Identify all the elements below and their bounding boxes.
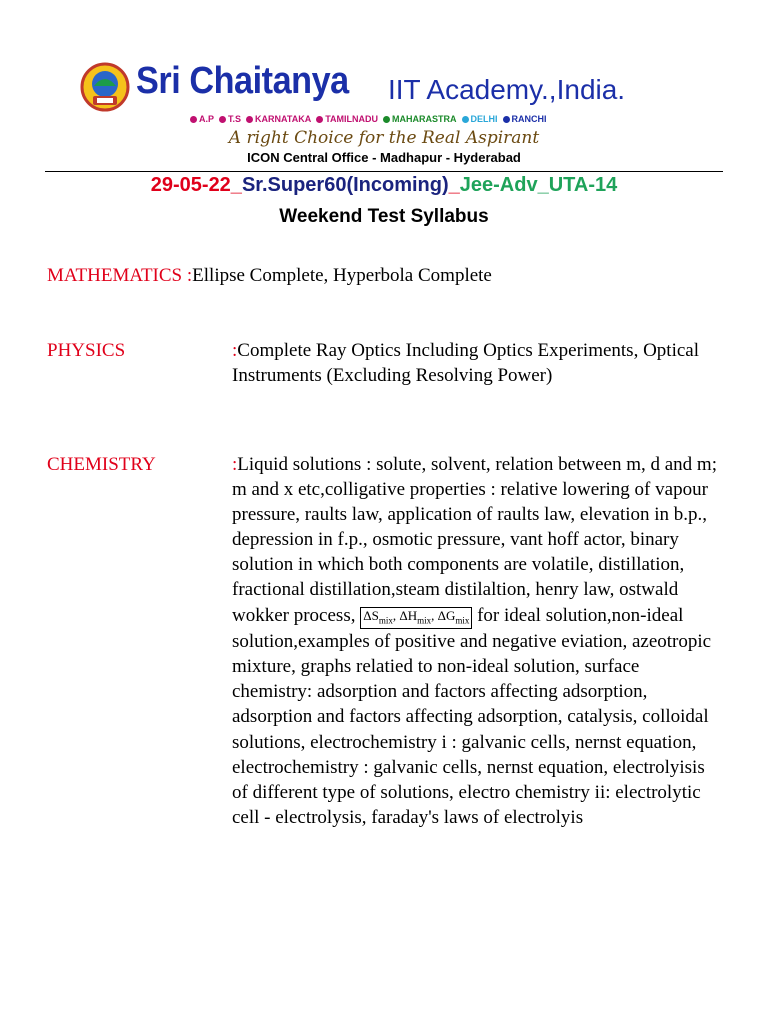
mathematics-topics: Ellipse Complete, Hyperbola Complete (192, 265, 492, 286)
formula-sub-g: mix (455, 615, 470, 626)
state-list (190, 114, 552, 124)
mixing-formula-box (360, 607, 472, 630)
formula-sep-1: , (392, 607, 400, 623)
chemistry-topics-block (232, 452, 724, 830)
bullet-icon (246, 116, 253, 123)
formula-sep-2: , (431, 607, 438, 623)
test-title (0, 174, 768, 197)
physics-colon: : (232, 340, 238, 361)
state-item (190, 114, 214, 124)
state-label: T.S (228, 114, 242, 124)
chemistry-topics-part2: for ideal solution,non-ideal solution,examples of positive and negative eviation, azeotropic mixture, graphs relatied to non-ideal solution, surface chemistry: adsorption and factors affecting adsorption, adsorption and factors affecting adsorption, catalysis, colloidal solutions, electrochemistry i : galvanic cells, nernst equation, electrochemistry : galvanic cells, nernst equation, electrolyisis of different type of solutions, electro chemistry ii: electrolytic cell - electrolysis, faraday's laws of electrolyis (232, 604, 712, 828)
test-date: 29-05-22_ (150, 174, 242, 196)
brand-suffix: IIT Academy.,India. (388, 74, 626, 105)
test-batch: Sr.Super60(Incoming) (241, 174, 449, 196)
state-label: A.P (199, 114, 215, 124)
physics-topics-block (232, 338, 732, 388)
state-label: KARNATAKA (255, 114, 312, 124)
office-address: ICON Central Office - Madhapur - Hyderabad (247, 150, 521, 165)
bullet-icon (383, 116, 390, 123)
brand-row (136, 60, 626, 105)
state-item (383, 114, 457, 124)
formula-delta-h: ΔH (399, 607, 418, 623)
state-item (219, 114, 241, 124)
test-separator: _ (448, 174, 460, 196)
state-item (462, 114, 498, 124)
institute-logo (80, 62, 130, 112)
chemistry-label: CHEMISTRY (47, 454, 156, 475)
state-label: TAMILNADU (325, 114, 379, 124)
formula-delta-s: ΔS (363, 607, 379, 623)
physics-topics: Complete Ray Optics Including Optics Experiments, Optical Instruments (Excluding Resolving Power) (232, 340, 699, 387)
bullet-icon (190, 116, 197, 123)
tagline: A right Choice for the Real Aspirant (228, 128, 540, 148)
state-item (503, 114, 547, 124)
brand-name: Sri Chaitanya (136, 60, 349, 102)
chemistry-colon: : (232, 454, 238, 475)
letterhead (0, 0, 768, 180)
state-label: RANCHI (511, 114, 547, 124)
header-divider (45, 171, 723, 172)
formula-sub-h: mix (417, 615, 432, 626)
bullet-icon (219, 116, 226, 123)
state-label: MAHARASTRA (392, 114, 457, 124)
state-label: DELHI (470, 114, 498, 124)
formula-sub-s: mix (378, 615, 393, 626)
test-exam: Jee-Adv_UTA-14 (459, 174, 618, 196)
test-subtitle: Weekend Test Syllabus (279, 206, 489, 227)
state-item (316, 114, 378, 124)
chemistry-topics-part1: Liquid solutions : solute, solvent, relation between m, d and m; m and x etc,colligative properties : relative lowering of vapour pressure, raults law, application of raults law, elevation in b.p., depression in f.p., osmotic pressure, vant hoff actor, binary solution in which both components are volatile, distillation, fractional distillation,steam distilaltion, henry law, ostwald wokker process, (232, 454, 717, 626)
bullet-icon (462, 116, 469, 123)
subject-mathematics (47, 263, 727, 288)
state-item (246, 114, 311, 124)
bullet-icon (503, 116, 510, 123)
mathematics-label: MATHEMATICS : (47, 265, 193, 286)
bullet-icon (316, 116, 323, 123)
formula-delta-g: ΔG (437, 607, 456, 623)
physics-label: PHYSICS (47, 340, 126, 361)
